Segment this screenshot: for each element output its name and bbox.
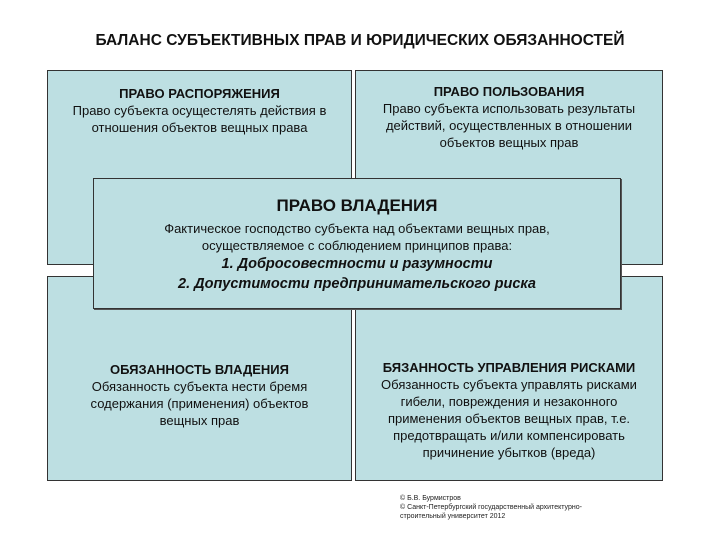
box-text: Право субъекта использовать результаты действий, осуществленных в отношении объектов вещных прав [382,101,636,150]
box-possession-right [93,178,621,309]
box-text: Обязанность субъекта нести бремя содержания (применения) объектов вещных прав [90,379,309,428]
box-heading: ПРАВО ВЛАДЕНИЯ [276,196,438,215]
copyright-author: © Б.В. Бурмистров [400,495,461,502]
box-heading: ПРАВО РАСПОРЯЖЕНИЯ [119,86,280,101]
box-heading: БЯЗАННОСТЬ УПРАВЛЕНИЯ РИСКАМИ [382,360,636,375]
box-text: Фактическое господство субъекта над объектами вещных прав, осуществляемое с соблюдением принципов права: [164,221,550,253]
copyright [400,494,620,521]
copyright-university: © Санкт-Петербургский государственный архитектурно-строительный университет 2012 [400,504,582,520]
principle-item: 2. Допустимости предпринимательского риска [178,276,536,292]
box-text: Право субъекта осущестелять действия в отношения объектов вещных права [72,103,327,135]
box-heading: ОБЯЗАННОСТЬ ВЛАДЕНИЯ [110,362,289,377]
box-text: Обязанность субъекта управлять рисками гибели, повреждения и незаконного применения объектов вещных прав, т.е. предотвращать и/или компенсировать причинение убытков (вреда) [381,377,637,460]
box-heading: ПРАВО ПОЛЬЗОВАНИЯ [433,84,585,99]
principle-item: 1. Добросовестности и разумности [221,256,493,272]
slide-title: БАЛАНС СУБЪЕКТИВНЫХ ПРАВ И ЮРИДИЧЕСКИХ ОБЯЗАННОСТЕЙ [95,32,625,49]
